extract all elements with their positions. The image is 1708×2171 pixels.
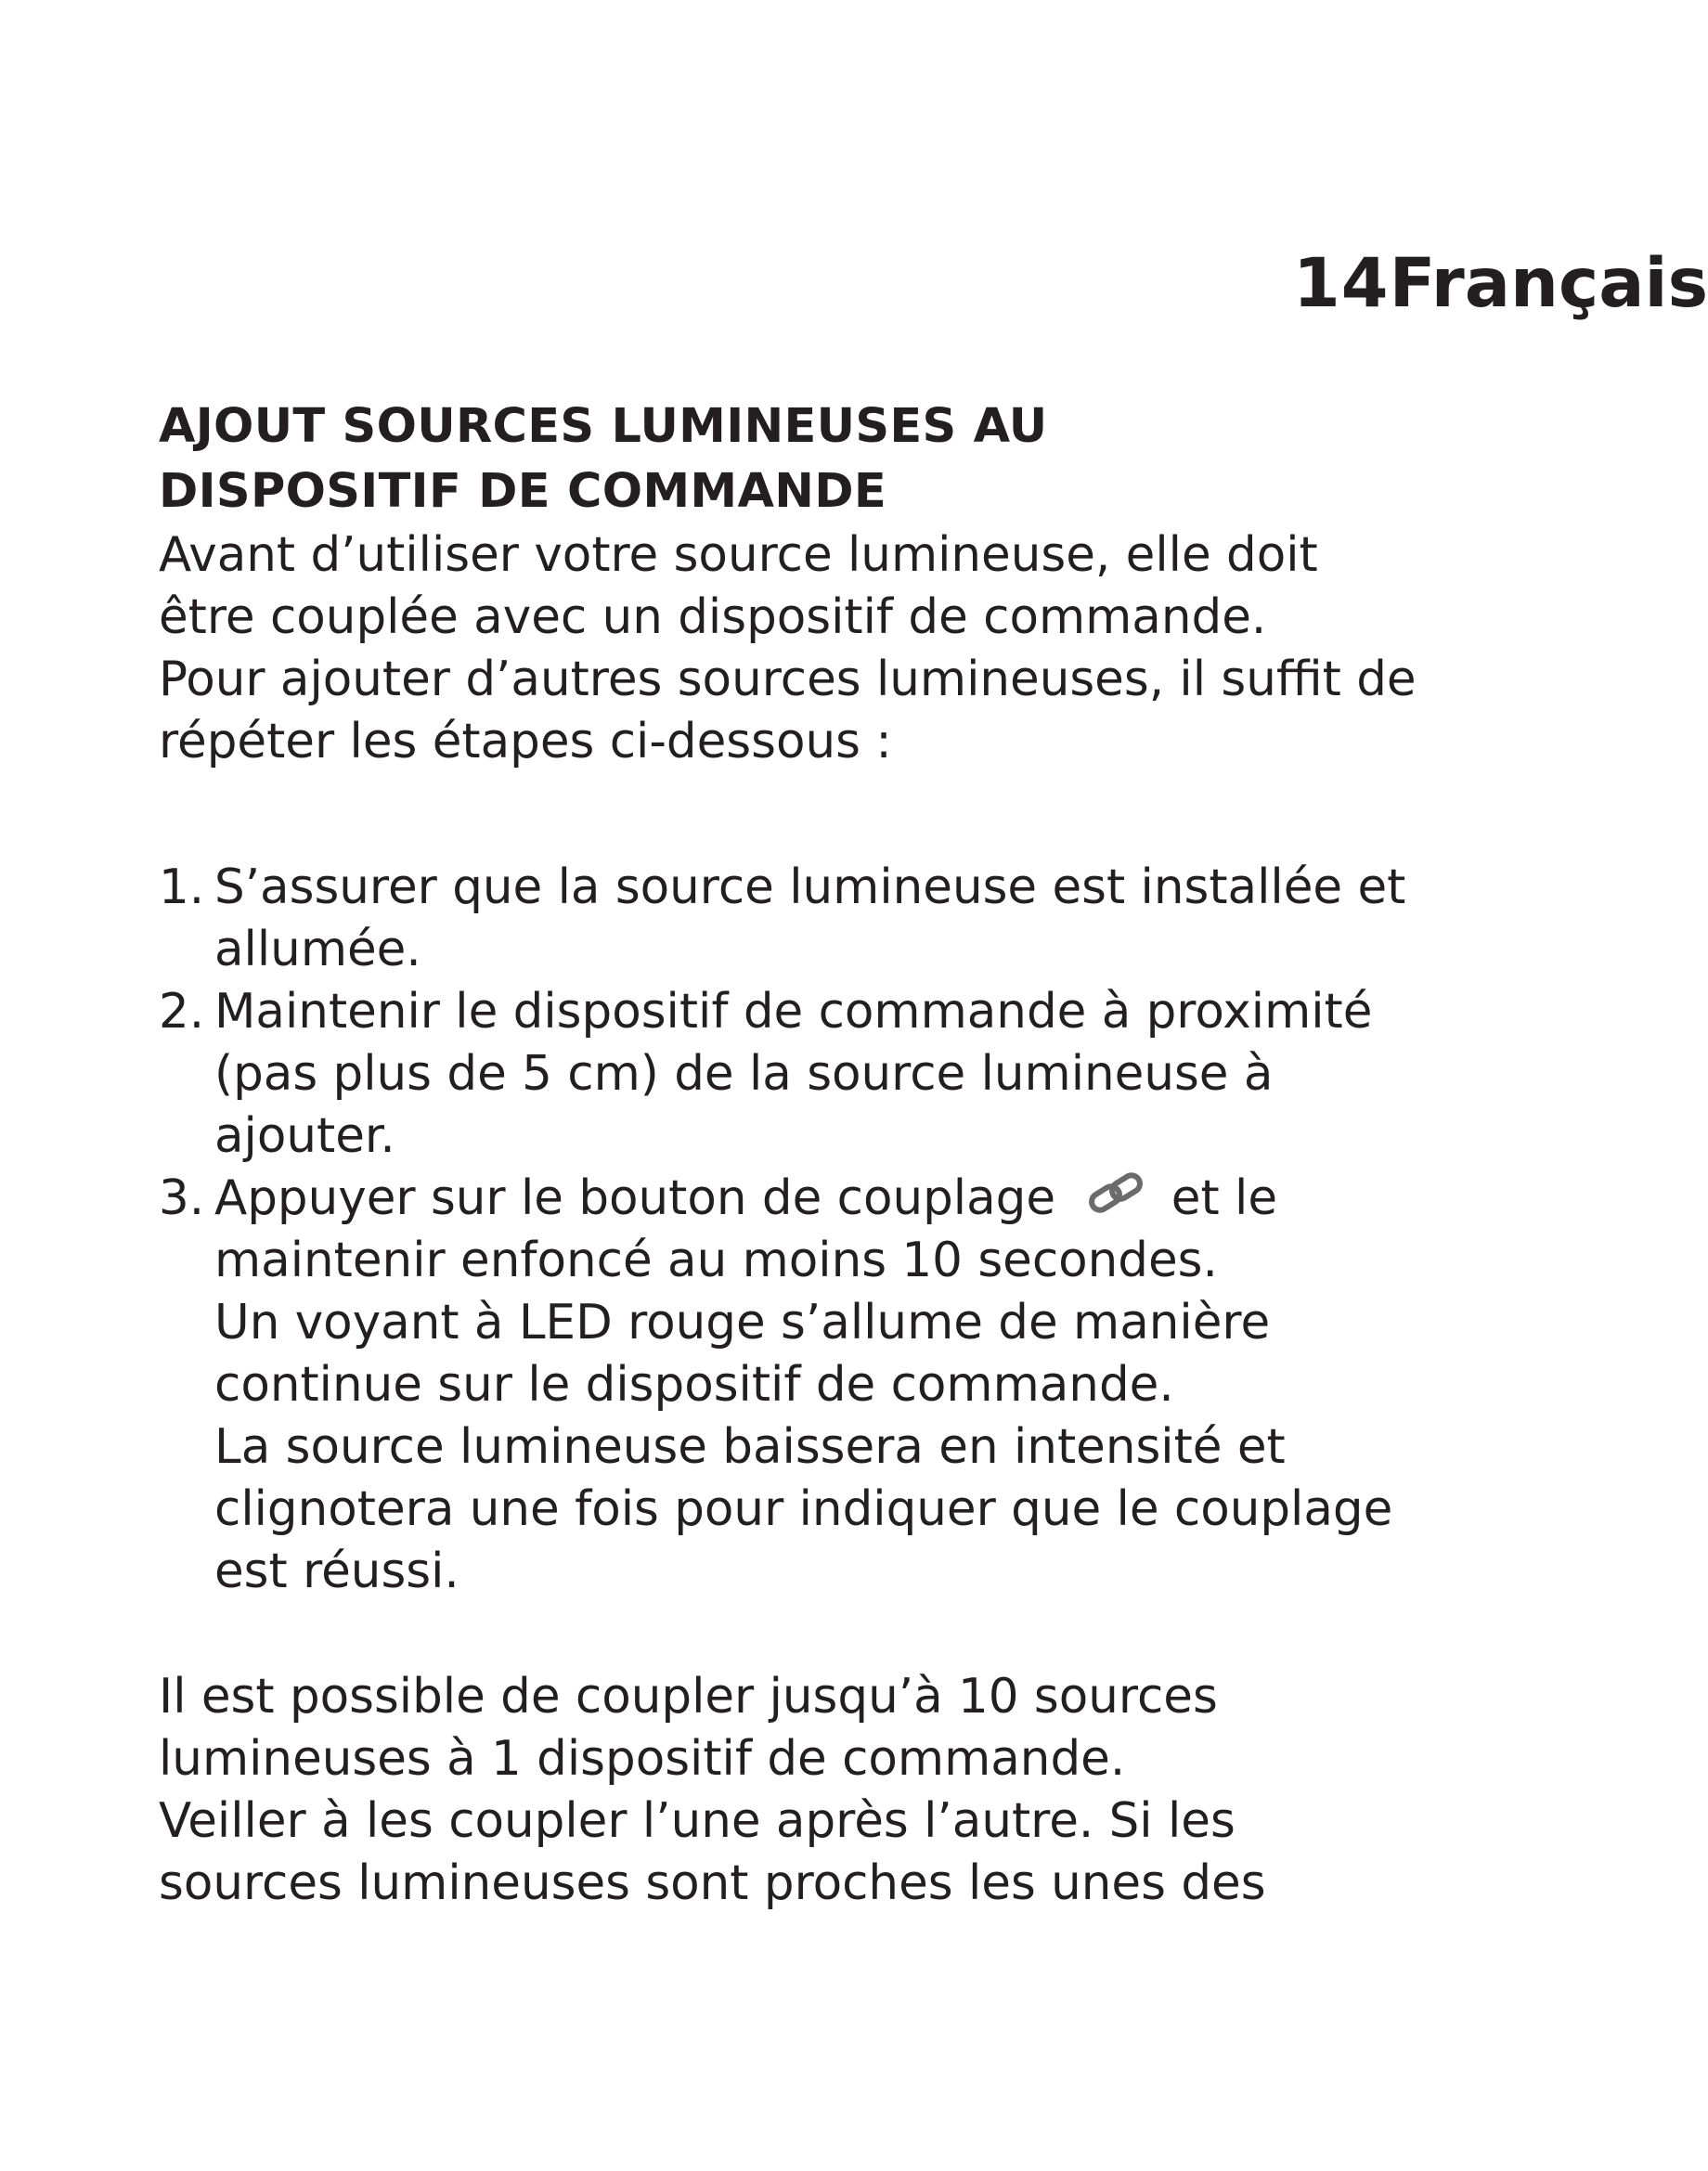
content-area <box>159 394 1421 1915</box>
step-item <box>159 981 1421 1168</box>
footer-paragraph-1: Il est possible de coupler jusqu’à 10 sources lumineuses à 1 dispositif de commande. <box>159 1669 1218 1787</box>
step-text: S’assurer que la source lumineuse est installée et allumée. <box>214 859 1406 977</box>
step-number: 3. <box>159 1170 205 1226</box>
page-number: 14 <box>1293 243 1390 323</box>
intro <box>159 524 1421 773</box>
intro-paragraph-2: Pour ajouter d’autres sources lumineuses, il suffit de répéter les étapes ci-dessous : <box>159 652 1417 769</box>
section-title: AJOUT SOURCES LUMINEUSES AU DISPOSITIF DE COMMANDE <box>159 399 1048 519</box>
step-extra-2: La source lumineuse baissera en intensité et clignotera une fois pour indiquer que le couplage est réussi. <box>214 1419 1393 1599</box>
steps-list <box>159 857 1421 1603</box>
step-text: Maintenir le dispositif de commande à proximité (pas plus de 5 cm) de la source lumineuse à ajouter. <box>214 984 1373 1164</box>
step-number: 2. <box>159 984 205 1040</box>
step-number: 1. <box>159 859 205 915</box>
intro-paragraph-1: Avant d’utiliser votre source lumineuse, elle doit être couplée avec un dispositif de commande. <box>159 527 1318 645</box>
step-text-after-icon: et le maintenir enfoncé au moins 10 secondes. <box>214 1170 1278 1288</box>
step-item <box>159 1168 1421 1603</box>
step-item <box>159 857 1421 981</box>
step-text <box>214 1168 1421 1292</box>
footer-paragraph-2: Veiller à les coupler l’une après l’autre. Si les sources lumineuses sont proches les unes des <box>159 1793 1266 1911</box>
page-header <box>1293 237 1708 330</box>
footer-section <box>159 1666 1421 1915</box>
step-text-before-icon: Appuyer sur le bouton de couplage <box>214 1170 1056 1226</box>
step-extra-1: Un voyant à LED rouge s’allume de manière continue sur le dispositif de commande. <box>214 1295 1271 1413</box>
page-language: Français <box>1389 243 1708 323</box>
link-icon <box>1085 1169 1152 1221</box>
